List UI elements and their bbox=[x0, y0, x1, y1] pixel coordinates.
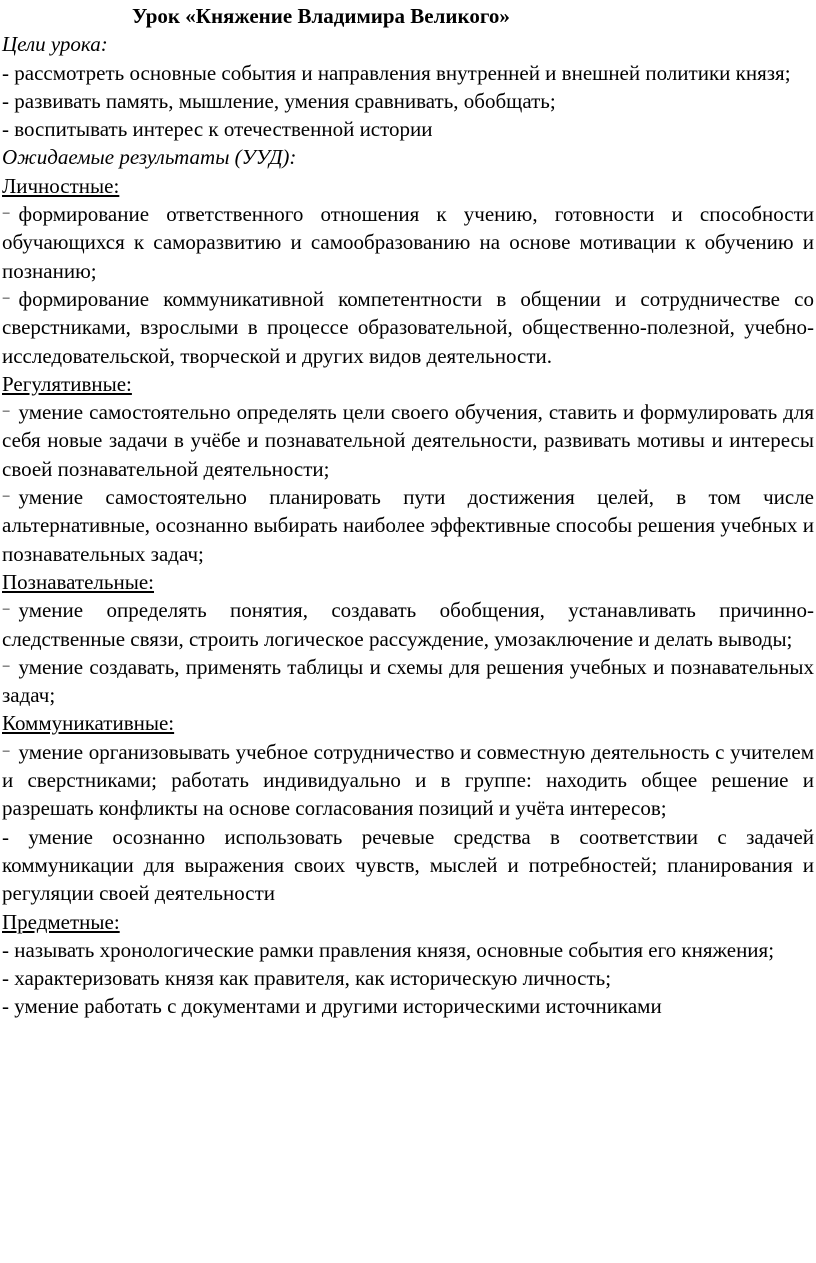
dash-bullet: − bbox=[2, 743, 11, 760]
personal-item-text: формирование ответственного отношения к учению, готовности и способности обучающихся к саморазвитию и самообразованию на основе мотивации к обучению и познанию; bbox=[2, 202, 814, 283]
cognitive-item bbox=[2, 653, 814, 710]
personal-item bbox=[2, 285, 814, 370]
cognitive-item bbox=[2, 596, 814, 653]
cognitive-heading: Познавательные: bbox=[2, 569, 154, 594]
cognitive-item-text: умение создавать, применять таблицы и схемы для решения учебных и познавательных задач; bbox=[2, 654, 814, 708]
dash-bullet: − bbox=[2, 404, 11, 421]
cognitive-item-text: умение определять понятия, создавать обобщения, устанавливать причинно-следственные связи, строить логическое рассуждение, умозаключение и делать выводы; bbox=[2, 598, 814, 651]
dash-bullet: − bbox=[2, 290, 11, 307]
personal-item bbox=[2, 200, 814, 285]
regulatory-item-text: умение самостоятельно планировать пути достижения целей, в том числе альтернативные, осознанно выбирать наиболее эффективные способы решения учебных и познавательных задач; bbox=[2, 485, 814, 566]
goal-item: - развивать память, мышление, умения сравнивать, обобщать; bbox=[2, 88, 556, 113]
dash-bullet: − bbox=[2, 489, 11, 506]
subject-item: - характеризовать князя как правителя, как историческую личность; bbox=[2, 966, 612, 991]
dash-bullet: − bbox=[2, 658, 11, 675]
communicative-item bbox=[2, 738, 814, 823]
goal-item: - воспитывать интерес к отечественной истории bbox=[2, 117, 433, 142]
communicative-item: - умение осознанно использовать речевые средства в соответствии с задачей коммуникации для выражения своих чувств, мыслей и потребностей; планирования и регуляции своей деятельности bbox=[2, 824, 814, 906]
regulatory-item bbox=[2, 398, 814, 483]
regulatory-item bbox=[2, 483, 814, 568]
dash-bullet: − bbox=[2, 602, 11, 619]
lesson-title: Урок «Княжение Владимира Великого» bbox=[132, 4, 510, 28]
dash-bullet: − bbox=[2, 206, 11, 223]
communicative-item-text: умение организовывать учебное сотрудничество и совместную деятельность с учителем и сверстниками; работать индивидуально и в группе: находить общее решение и разрешать конфликты на основе согласования позиций и учёта интересов; bbox=[2, 739, 814, 821]
regulatory-heading: Регулятивные: bbox=[2, 371, 132, 396]
subject-heading: Предметные: bbox=[2, 909, 120, 934]
communicative-heading: Коммуникативные: bbox=[2, 711, 175, 736]
regulatory-item-text: умение самостоятельно определять цели своего обучения, ставить и формулировать для себя новые задачи в учёбе и познавательной деятельности, развивать мотивы и интересы своей познавательной деятельности; bbox=[2, 400, 814, 481]
results-heading: Ожидаемые результаты (УУД): bbox=[2, 145, 297, 170]
subject-item: - умение работать с документами и другими историческими источниками bbox=[2, 994, 662, 1019]
subject-item: - называть хронологические рамки правления князя, основные события его княжения; bbox=[2, 937, 775, 962]
personal-item-text: формирование коммуникативной компетентности в общении и сотрудничестве со сверстниками, взрослыми в процессе образовательной, общественно-полезной, учебно-исследовательской, творческой и других видов деятельности. bbox=[2, 286, 814, 368]
goals-heading: Цели урока: bbox=[2, 32, 108, 57]
personal-heading: Личностные: bbox=[2, 173, 120, 198]
goal-item: - рассмотреть основные события и направления внутренней и внешней политики князя; bbox=[2, 60, 791, 85]
